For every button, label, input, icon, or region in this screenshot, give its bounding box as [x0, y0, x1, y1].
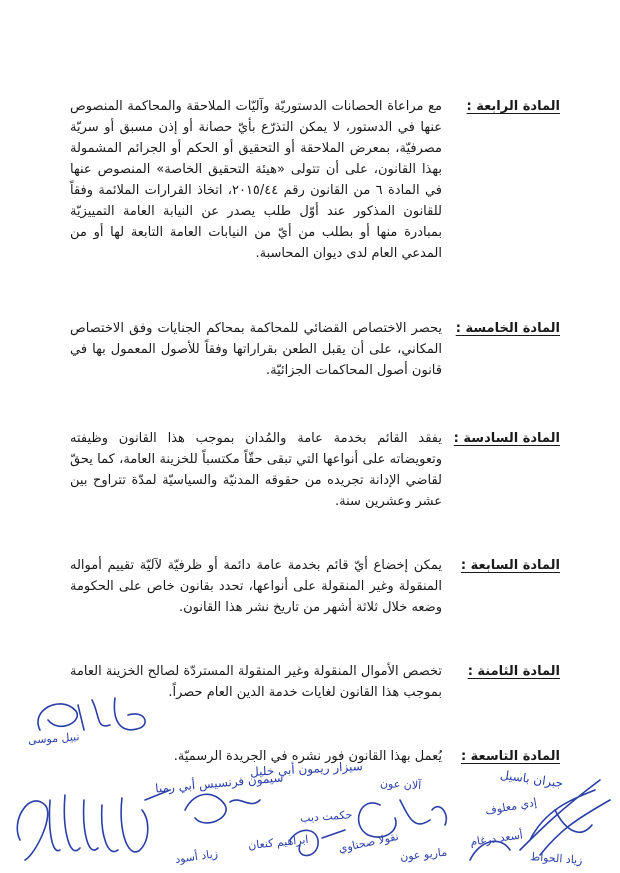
signature-name: ماريو عون [399, 845, 448, 864]
article-7-label: المادة السابعة : [460, 558, 560, 573]
article-8-text: تخصص الأموال المنقولة وغير المنقولة المستردّة لصالح الخزينة العامة بموجب هذا القانون لغايات خدمة الدين العام حصراً. [70, 664, 442, 700]
signature-name: حكمت ديب [299, 808, 353, 825]
article-6-label: المادة السادسة : [453, 431, 560, 446]
article-4-label: المادة الرابعة : [466, 99, 560, 114]
article-7-text: يمكن إخضاع أيّ قائم بخدمة عامة دائمة أو ظرفيّة لآليّة تقييم أمواله المنقولة وغير المنقولة على أنواعها، تحدد بقانون خاص على الحكومة وضعه خلال ثلاثة أشهر من تاريخ نشر هذا القانون. [70, 558, 442, 615]
signature-mark [17, 790, 170, 860]
signature-mark [359, 800, 447, 837]
signature-name: ابراهيم كنعان [247, 832, 309, 853]
article-5-label: المادة الخامسة : [455, 321, 560, 336]
signature-mark [38, 698, 145, 730]
signature-name: سيزار ريمون أبي خليل [249, 759, 364, 779]
signature-name: سيمون فرنسيس أبي رميا [154, 770, 284, 796]
article-9-label: المادة التاسعة : [460, 749, 560, 764]
article-6-text: يفقد القائم بخدمة عامة والمُدان بموجب هذا القانون وظيفته وتعويضاته على أنواعها التي تبقى حقّاً مكتسباً للخزينة العامة، كما يحقّ لقاضي الإدانة تجريده من حقوقه المدنيّة والسياسيّة لمدّة تتراوح بين عشر وعشرين سنة. [70, 431, 442, 509]
signature-name: آلان عون [379, 776, 422, 793]
signature-name: أسعد درغام [469, 828, 524, 849]
signature-name: إدي معلوف [484, 795, 538, 818]
signature-name: نبيل موسى [27, 730, 80, 747]
signature-mark [520, 780, 610, 855]
article-4-text: مع مراعاة الحصانات الدستوريّة وآليّات الملاحقة والمحاكمة المنصوص عنها في الدستور، لا يمكن التذرّع بأيّ حصانة أو إذن مسبق أو سريّة مصرفيّة، بمعرض الملاحقة أو التحقيق أو الحكم أو الجرائم المشمولة بهذا القانون، على أن تتولى «هيئة التحقيق الخاصة» المنصوص عنها في المادة ٦ من القانون رقم ٢٠١٥/٤٤، اتخاذ القرارات الملائمة وفقاً للقانون المذكور عند أوّل طلب يصدر عن النيابة العامة التمييزيّة بمبادرة منها أو بطلب من أيّ من النيابات العامة التابعة لها أو من المدعي العام لدى ديوان المحاسبة. [70, 99, 443, 261]
signature-name: نقولا صحناوي [337, 829, 400, 856]
signature-mark [185, 794, 260, 823]
signature-name: زياد الحواط [529, 850, 583, 867]
article-9-text: يُعمل بهذا القانون فور نشره في الجريدة الرسميّة. [173, 749, 442, 764]
signature-name: زياد أسود [174, 847, 219, 866]
article-5-text: يحصر الاختصاص القضائي للمحاكمة بمحاكم الجنايات وفق الاختصاص المكاني، على أن يقبل الطعن بقراراتها وفقاً للأصول المعمول بها في قانون أصول المحاكمات الجزائيّة. [70, 321, 442, 378]
signature-name: جبران باسيل [499, 767, 565, 791]
article-8-label: المادة الثامنة : [467, 664, 560, 679]
